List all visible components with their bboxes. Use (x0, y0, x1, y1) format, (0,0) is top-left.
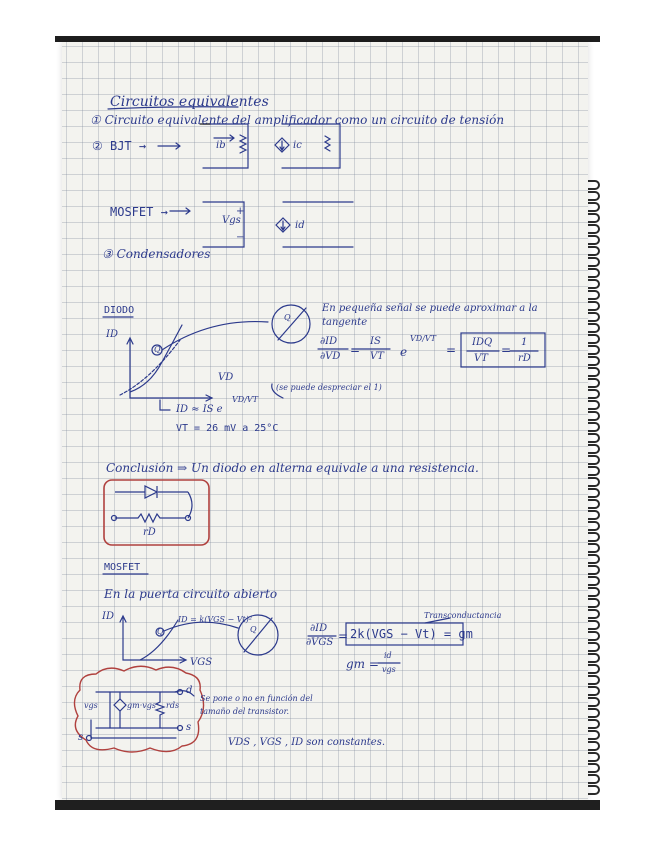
bjt-output-box (282, 124, 340, 168)
mosfet-constants: VDS , VGS , ID son constantes. (228, 737, 386, 748)
mosfet-transconductancia: Transconductancia (424, 611, 502, 620)
diodo-exp-sup: VD/VT (410, 334, 436, 343)
diodo-box-den: VT (474, 353, 488, 364)
mosfet-gm-eq: gm = (346, 657, 379, 671)
diodo-box-eq: = (446, 343, 457, 357)
diodo-box-rd: rD (518, 353, 531, 364)
diodo-eq: = (350, 343, 361, 357)
mosfet-node-s: s (186, 722, 192, 733)
mosfet-output-box (283, 202, 353, 247)
bjt-arrow-icon (158, 143, 180, 149)
diodo-note-line1: En pequeña señal se puede aproximar a la (322, 303, 538, 314)
diodo-axes (130, 340, 212, 398)
diodo-tangent-line (120, 340, 180, 395)
mosfet-gate-open: En la puerta circuito abierto (104, 587, 278, 601)
diodo-eq-id: ID ≈ IS e (176, 404, 223, 415)
diodo-box-eq2: = (501, 343, 512, 357)
diodo-axis-i: ID (106, 329, 118, 340)
mosfet-ss-current-source-icon (114, 699, 126, 711)
diodo-conclusion: Conclusión ⇒ Un diodo en alterna equivale a una resistencia. (106, 461, 479, 475)
mosfet-node-d: d (186, 685, 193, 696)
mosfet-tangent-q: Q (250, 625, 257, 634)
diodo-zoom-link (162, 322, 268, 350)
mosfet-transfer-curve (140, 620, 178, 660)
diodo-zoom-tangent (278, 308, 306, 340)
diodo-is-den: VT (370, 351, 384, 362)
item-3: ③ Condensadores (102, 247, 211, 261)
diodo-is-num: IS (370, 336, 381, 347)
mosfet-axis-v: VGS (190, 657, 213, 668)
mosfet-node-vgs: vgs (84, 701, 98, 710)
mosfet-deriv-num: ∂ID (310, 623, 328, 634)
bjt-ib-label: ib (216, 140, 226, 151)
diodo-eq-vt: VT = 26 mV a 25°C (176, 423, 279, 434)
mosfet-label: MOSFET → (110, 205, 168, 219)
mosfet-gm-num: id (384, 651, 392, 660)
bjt-ic-label: ic (293, 140, 302, 151)
diodo-heading: DIODO (104, 305, 135, 316)
mosfet-box-expr: 2k(VGS − Vt) = gm (350, 627, 473, 641)
title: Circuitos equivalentes (110, 94, 269, 110)
diodo-deriv-den: ∂VD (320, 351, 341, 362)
diodo-eq-id-sup: VD/VT (232, 395, 258, 404)
mosfet-deriv-den: ∂VGS (306, 637, 334, 648)
item-1: ① Circuito equivalente del amplificador como un circuito de tensión (90, 113, 505, 127)
mosfet-ss-source: gm·vgs (127, 701, 156, 710)
mosfet-rds: rds (166, 701, 180, 710)
mosfet-q-label: Q (157, 627, 164, 636)
diode-icon (145, 486, 157, 498)
mosfet-heading: MOSFET (104, 562, 141, 573)
mosfet-side-note1: Se pone o no en función del (200, 694, 313, 703)
mosfet-rds-resistor-icon (156, 692, 164, 728)
mosfet-axes (123, 618, 186, 660)
mosfet-vgs-label: Vgs (222, 215, 241, 226)
diodo-box-rd-label: rD (143, 527, 156, 538)
mosfet-minus: − (236, 232, 245, 243)
diodo-deriv-num: ∂ID (320, 336, 338, 347)
diodo-iv-curve (130, 325, 182, 392)
diodo-box-one: 1 (521, 337, 528, 348)
diodo-arrow-down (160, 400, 170, 410)
item-2-bjt: ② BJT → (92, 139, 147, 153)
mosfet-gm-den: vgs (382, 665, 396, 674)
bjt-rpi-resistor-icon (240, 135, 246, 153)
diodo-box-num: IDQ (472, 337, 493, 348)
mosfet-eq: = (338, 629, 349, 643)
mosfet-ss-wires (96, 692, 178, 728)
diodo-axis-v: VD (218, 372, 234, 383)
diodo-exp-base: e (400, 345, 408, 359)
rd-resistor-icon (115, 514, 186, 522)
mosfet-node-s2: s (78, 732, 84, 743)
mosfet-side-note2: tamaño del transistor. (200, 707, 290, 716)
diodo-note-line2: tangente (322, 317, 368, 328)
mosfet-plus: + (236, 206, 245, 217)
mosfet-axis-i: ID (102, 611, 114, 622)
diodo-tangent-q: Q (284, 313, 291, 322)
mosfet-id-label: id (295, 220, 305, 231)
diodo-despreciar: (se puede despreciar el 1) (276, 383, 382, 392)
mosfet-arrow-icon (170, 208, 190, 214)
diodo-q-label: Q (154, 345, 161, 354)
mosfet-curve-eq: ID = k(VGS − Vt)² (178, 615, 253, 624)
